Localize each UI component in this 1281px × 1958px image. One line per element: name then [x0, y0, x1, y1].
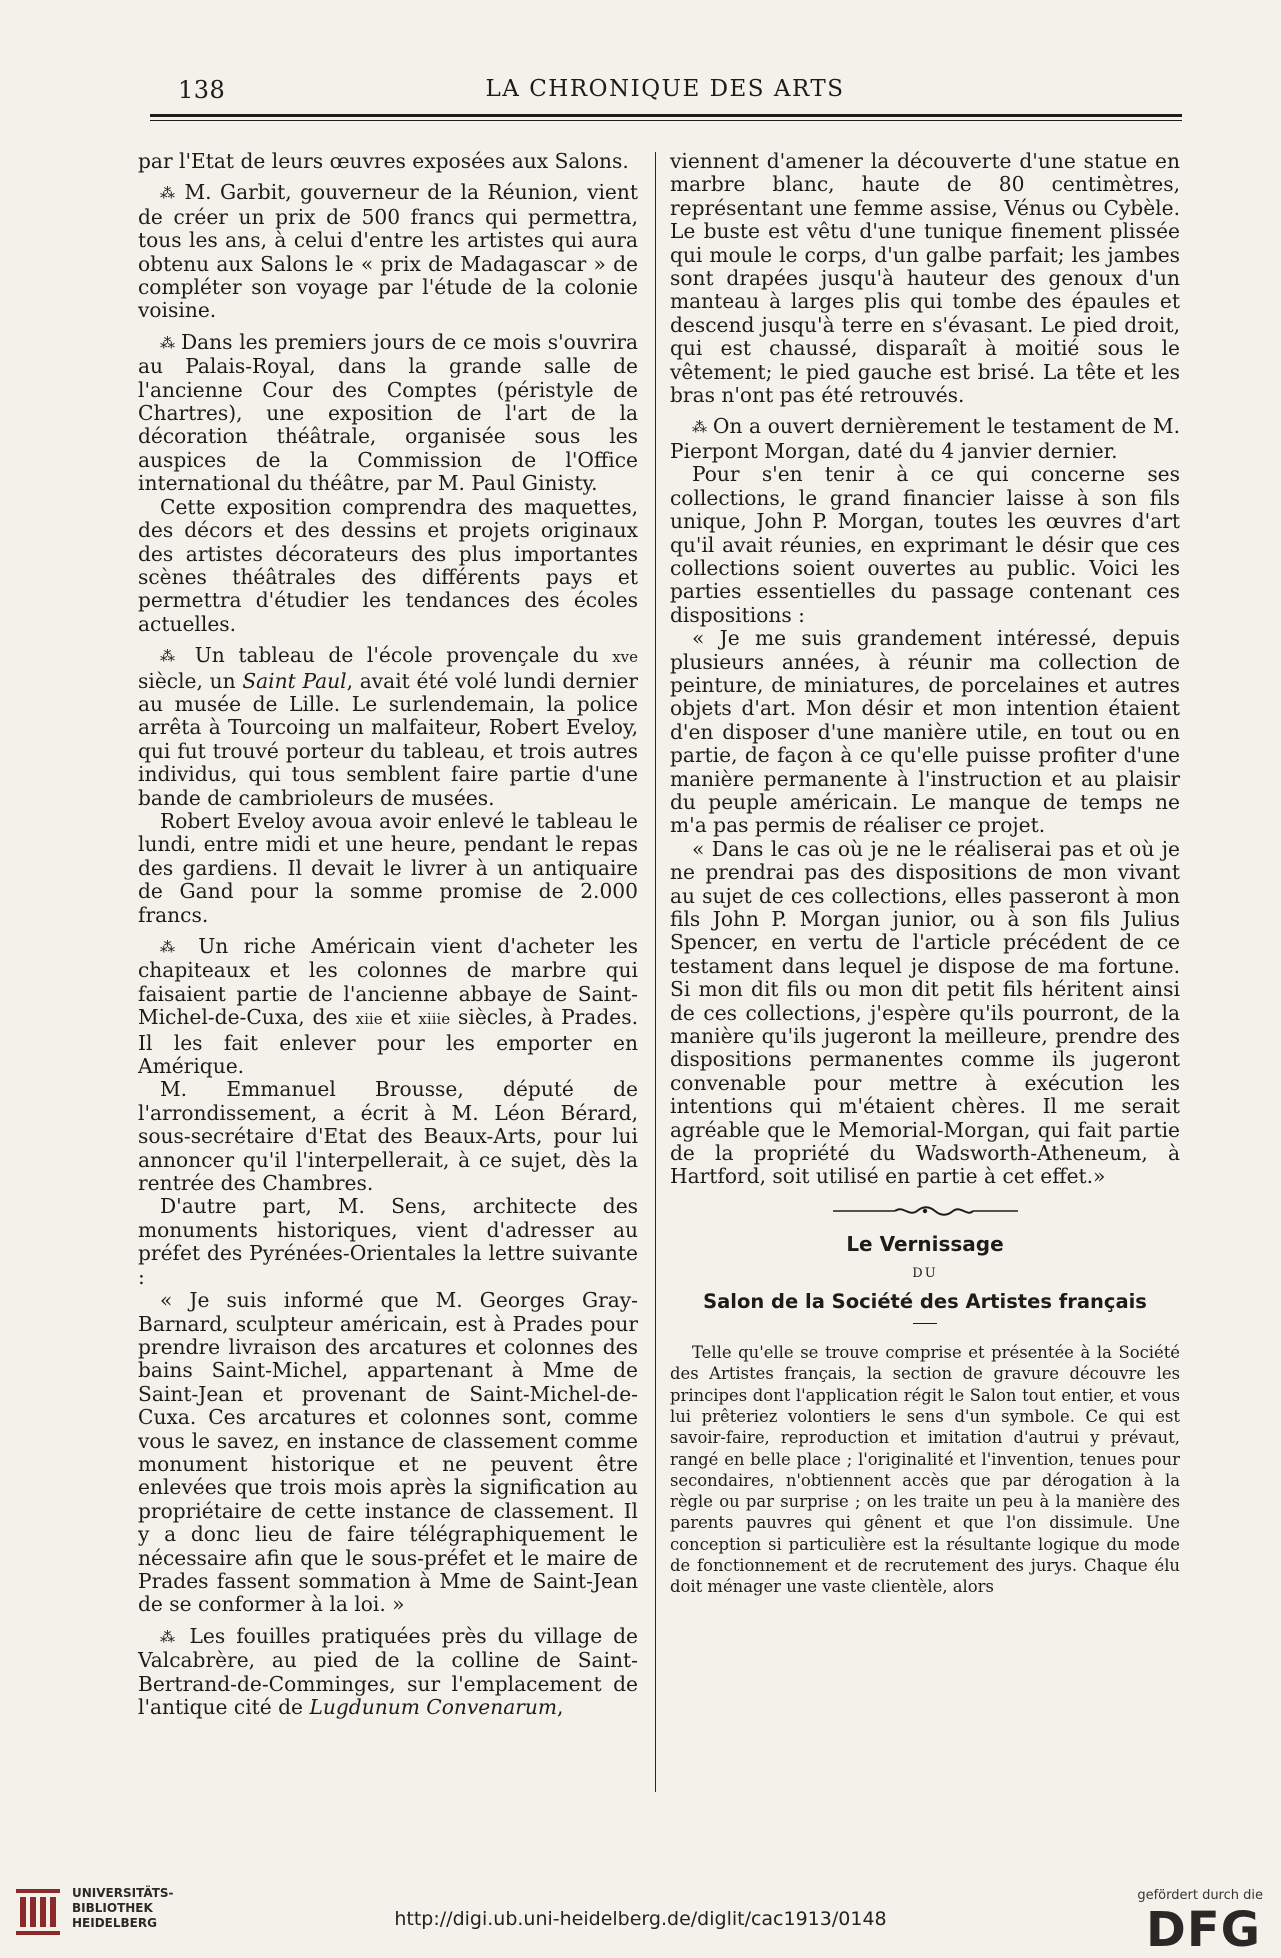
paragraph: ⁂ M. Garbit, gouverneur de la Réunion, vient de créer un prix de 500 francs qui permettra, tous les ans, à celui d'entre les artistes qui aura obtenu aux Salons le « prix de Madagascar » de compléter son voyage par l'étude de la colonie voisine. [138, 180, 638, 323]
paragraph: « Je me suis grandement intéressé, depuis plusieurs années, à réunir ma collection de peinture, de miniatures, de porcelaines et autres objets d'art. Mon désir et mon intention étaient d'en disposer d'une manière utile, en tout ou en partie, de façon à ce qu'elle puisse profiter d'une manière permanente à l'instruction et au plaisir du peuple américain. Le manque de temps ne m'a pas permis de réaliser ce projet. [670, 626, 1180, 838]
paragraph: ⁂ Dans les premiers jours de ce mois s'ouvrira au Palais-Royal, dans la grande salle de l'ancienne Cour des Comptes (péristyle de Chartres), une exposition de l'art de la décoration théâtrale, organisée sous les auspices de la Commission de l'Office international du théâtre, par M. Paul Ginisty. [138, 329, 639, 496]
paragraph: viennent d'amener la découverte d'une statue en marbre blanc, haute de 80 centimètres, représentant une femme assise, Vénus ou Cybèle. Le buste est vêtu d'une tunique finement plissée qui moule le corps, d'un galbe parfait; les jambes sont drapées jusqu'à hauteur des genoux d'un manteau à larges plis qui tombe des épaules et descend jusqu'à terre en s'évasant. Le pied droit, qui est chaussé, disparaît à moitié sous le vêtement; le pied gauche est brisé. La tête et les bras n'ont pas été retrouvés. [670, 149, 1180, 408]
article-body [670, 1342, 1180, 1598]
paragraph: M. Emmanuel Brousse, député de l'arrondissement, a écrit à M. Léon Bérard, sous-secrétaire d'Etat des Beaux-Arts, pour lui annoncer qu'il l'interpellerait, à ce sujet, dès la rentrée des Chambres. [138, 1077, 638, 1196]
header-rule-thin [150, 120, 1182, 121]
paragraph: ⁂ Un tableau de l'école provençale du xve siècle, un Saint Paul, avait été volé lundi dernier au musée de Lille. Le surlendemain, la police arrêta à Tourcoing un malfaiteur, Robert Eveloy, qui fut trouvé porteur du tableau, et trois autres individus, qui tous semblent faire partie d'une bande de cambrioleurs de musées. [138, 643, 638, 810]
page-header [150, 76, 1180, 106]
right-column [670, 150, 1180, 1598]
paragraph: « Je suis informé que M. Georges Gray-Barnard, sculpteur américain, est à Prades pour prendre livraison des arcatures et colonnes des bains Saint-Michel, appartenant à Mme de Saint-Jean et provenant de Saint-Michel-de-Cuxa. Ces arcatures et colonnes sont, comme vous le savez, en instance de classement comme monument historique et ne peuvent être enlevées que trois mois après la signification au propriétaire de cette instance de classement. Il y a donc lieu de faire télégraphiquement le nécessaire afin que le sous-préfet et le maire de Prades fassent sommation à Mme de Saint-Jean de se conformer à la loi. » [138, 1288, 638, 1617]
paragraph: ⁂ On a ouvert dernièrement le testament de M. Pierpont Morgan, daté du 4 janvier dernier. [670, 414, 1180, 463]
paragraph: ⁂ Un riche Américain vient d'acheter les chapiteaux et les colonnes de marbre qui faisaient partie de l'ancienne abbaye de Saint-Michel-de-Cuxa, des xiie et xiiie siècles, à Prades. Il les fait enlever pour les emporter en Amérique. [138, 934, 638, 1079]
left-column [138, 150, 638, 1719]
asterism-icon: ⁂ [160, 647, 182, 666]
funding-caption: gefördert durch die [1137, 1888, 1263, 1903]
asterism-icon: ⁂ [160, 1627, 179, 1646]
paragraph: par l'Etat de leurs œuvres exposées aux Salons. [138, 149, 629, 173]
running-title: LA CHRONIQUE DES ARTS [485, 76, 845, 102]
paragraph: D'autre part, M. Sens, architecte des monuments historiques, vient d'adresser au préfet des Pyrénées-Orientales la lettre suivante : [138, 1194, 638, 1289]
paragraph: ⁂ Les fouilles pratiquées près du village de Valcabrère, au pied de la colline de Saint-Bertrand-de-Comminges, sur l'emplacement de l'antique cité de Lugdunum Convenarum, [138, 1623, 639, 1719]
section-subtitle: Salon de la Société des Artistes français [703, 1289, 1147, 1313]
source-url-link[interactable]: http://digi.ub.uni-heidelberg.de/diglit/cac1913/0148 [394, 1908, 887, 1930]
asterism-icon: ⁂ [160, 938, 183, 956]
decorative-ornament-icon [833, 1203, 1018, 1219]
asterism-icon: ⁂ [160, 184, 177, 203]
paragraph: Robert Eveloy avoua avoir enlevé le tableau le lundi, entre midi et une heure, pendant le repas des gardiens. Il devait le livrer à un antiquaire de Gand pour la somme promise de 2.000 francs. [138, 808, 638, 927]
asterism-icon: ⁂ [692, 418, 707, 437]
section-dash [913, 1323, 937, 1324]
section-connector: DU [912, 1266, 938, 1282]
paragraph: Pour s'en tenir à ce qui concerne ses collections, le grand financier laisse à son fils unique, John P. Morgan, toutes les œuvres d'art qu'il avait réunies, en exprimant le désir que ces collections soient ouvertes au public. Voici les parties essentielles du passage contenant ces dispositions : [670, 462, 1180, 627]
digitization-footer [0, 1880, 1281, 1958]
column-divider [655, 152, 656, 1792]
header-rule [150, 114, 1182, 117]
asterism-icon: ⁂ [160, 333, 175, 352]
dfg-logo: DFG [1145, 1902, 1261, 1958]
paragraph: « Dans le cas où je ne le réaliserai pas et où je ne prendrai pas des dispositions de mon vivant au sujet de ces collections, elles passeront à mon fils John P. Morgan junior, ou à son fils Julius Spencer, en vertu de l'article précédent de ce testament dans lequel je dispose de ma fortune. Si mon dit fils ou mon dit petit fils héritent ainsi de ces collections, j'espère qu'ils pourront, de la manière qu'ils jugeront la meilleure, prendre des dispositions permanentes comme ils jugeront convenable pour mettre à exécution les intentions qui m'étaient chères. Il me serait agréable que le Memorial-Morgan, qui fait partie de la propriété du Wadsworth-Atheneum, à Hartford, soit utilisé en partie à cet effet.» [670, 836, 1180, 1189]
library-name: UNIVERSITÄTS- BIBLIOTHEK HEIDELBERG [72, 1886, 174, 1930]
section-title: Le Vernissage [846, 1231, 1004, 1256]
paragraph: Telle qu'elle se trouve comprise et présentée à la Société des Artistes français, la section de gravure découvre les principes dont l'application régit le Salon tout entier, et vous lui prêteriez volontiers le sens d'un symbole. Ce qui est savoir-faire, reproduction et imitation d'autrui y prévaut, rangé en belle place ; l'originalité et l'invention, tenues pour secondaires, n'obtiennent accès que par dérogation à la règle ou par surprise ; on les traite un peu à la manière des parents pauvres qui gênent et que l'on dissimule. Une conception si particulière est la résultante logique du mode de fonctionnement et de recrutement des jurys. Chaque élu doit ménager une vaste clientèle, alors [670, 1343, 1180, 1597]
paragraph: Cette exposition comprendra des maquettes, des décors et des dessins et projets originaux des artistes décorateurs des plus importantes scènes théâtrales des différents pays et permettra d'étudier les tendances des écoles actuelles. [138, 494, 638, 636]
page-number: 138 [178, 76, 226, 104]
